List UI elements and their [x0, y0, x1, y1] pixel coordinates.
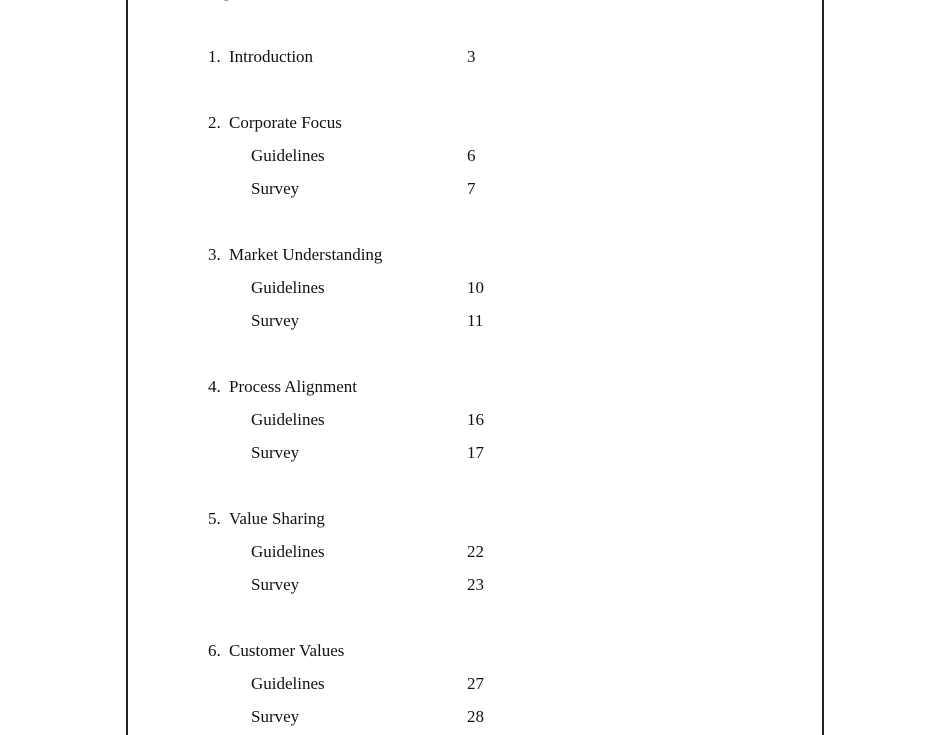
toc-entry-title: Customer Values: [229, 641, 345, 660]
toc-entry-page: 3: [467, 47, 476, 66]
toc-subentry-label: Survey: [251, 443, 300, 462]
toc-subentry-label: Survey: [251, 575, 300, 594]
toc-subentry-page: 28: [467, 707, 484, 726]
toc-subentry-page: 27: [467, 674, 484, 693]
toc-subentry-label: Survey: [251, 179, 300, 198]
toc-entry-title: Process Alignment: [229, 377, 357, 396]
toc-subentry-page: 22: [467, 542, 484, 561]
toc-entry-number: 3.: [208, 245, 221, 264]
toc-subentry-label: Guidelines: [251, 278, 325, 297]
toc-subentry-label: Guidelines: [251, 410, 325, 429]
toc-subentry-label: Guidelines: [251, 542, 325, 561]
toc-entry-number: 6.: [208, 641, 221, 660]
toc-subentry-label: Guidelines: [251, 146, 325, 165]
toc-entry-number: 4.: [208, 377, 221, 396]
toc-subentry-page: 10: [467, 278, 484, 297]
toc-subentry-page: 11: [467, 311, 484, 330]
toc-entry-title: Introduction: [229, 47, 314, 66]
toc-subentry-page: 7: [467, 179, 476, 198]
toc-entry-title: Value Sharing: [229, 509, 325, 528]
toc-entry-number: 5.: [208, 509, 221, 528]
toc-entry-number: 1.: [208, 47, 221, 66]
toc-subentry-page: 23: [467, 575, 484, 594]
toc-entry-title: Market Understanding: [229, 245, 383, 264]
toc-subentry-page: 16: [467, 410, 484, 429]
toc-subentry-label: Guidelines: [251, 674, 325, 693]
document-page: [126, 0, 824, 735]
toc-subentry-label: Survey: [251, 707, 300, 726]
toc-subentry-label: Survey: [251, 311, 300, 330]
toc-entry-title: Corporate Focus: [229, 113, 342, 132]
toc-entry-number: 2.: [208, 113, 221, 132]
toc-subentry-page: 17: [467, 443, 484, 462]
cut-off-heading: [208, 0, 239, 2]
toc-subentry-page: 6: [467, 146, 476, 165]
